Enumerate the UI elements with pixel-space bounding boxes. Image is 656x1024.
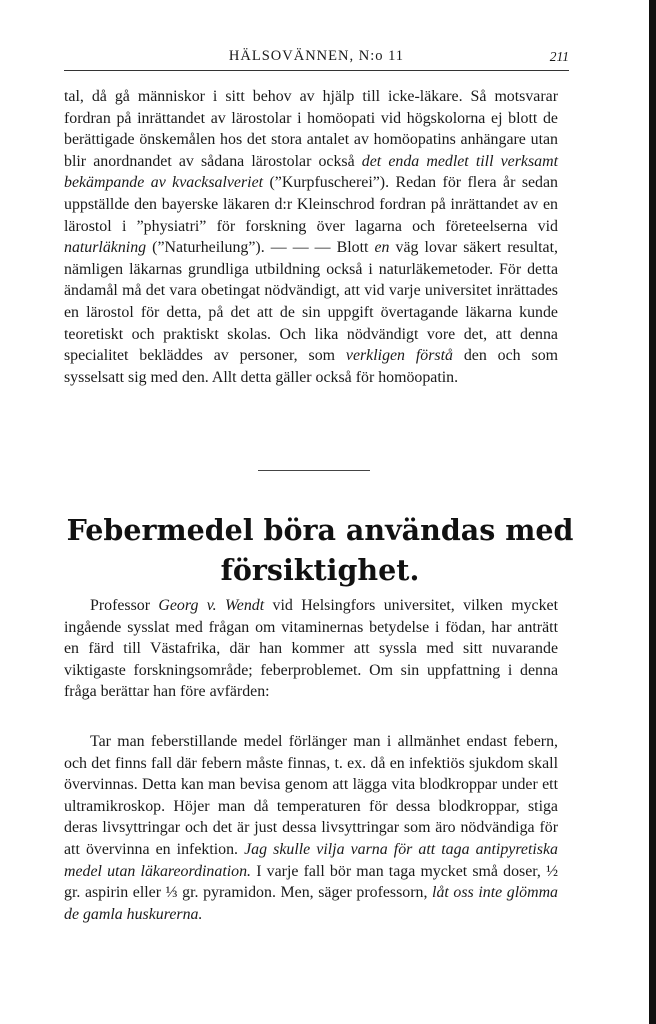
running-header [64, 48, 569, 68]
italic-run: Jag skulle vilja varna för att taga antipyretiska medel utan läkareordination. [64, 840, 558, 880]
italic-run: Georg v. Wendt [158, 597, 265, 614]
journal-title: HÄLSOVÄNNEN, N:o 11 [228, 48, 405, 64]
italic-run: verkligen förstå [345, 347, 453, 365]
header-rule [64, 70, 569, 71]
text-run: tal, då gå människor i sitt behov av hjälp till icke-läkare. Så motsvarar fordran på inrättandet av lärostolar i homöopati vid högskolorna ej blott de berättigade önskemålen hos det stora antalet av homöopatins anhängare utan blir anordnandet av sådana lärostolar också [64, 88, 558, 170]
text-run: Professor [90, 597, 159, 614]
italic-run: naturläkning [64, 239, 147, 257]
article-paragraph-2 [64, 731, 558, 925]
text-run: Tar man feberstillande medel förlänger man i allmänhet endast febern, och det finns fall där febern måste finnas, t. ex. då en infektiös sjukdom skall övervinnas. Detta kan man bevisa genom att lägga vita blodkroppar under ett ultramikroskop. Höjer man då temperaturen för dessa blodkroppar, stiga deras livsyttringar och det är just dessa livsyttringar som äro nödvändiga för att övervinna en infektion. [64, 733, 558, 858]
article-title-line-2: försiktighet. [220, 553, 420, 587]
text-run: I varje fall bör man taga mycket små doser, ½ gr. aspirin eller ⅓ gr. pyramidon. Men, säger professorn, [64, 862, 558, 902]
text-run: vid Helsingfors universitet, vilken mycket ingående sysslat med frågan om vitaminernas betydelse i födan, har anträtt en färd till Västafrika, där han kommer att syssla med sitt nuvarande viktigaste forskningsområde; feberproblemet. Om sin uppfattning i denna fråga berättar han före avfärden: [64, 597, 559, 701]
text-run: (”Naturheilung”). — — — Blott [146, 239, 375, 257]
page-edge-shadow [649, 0, 656, 1024]
continued-paragraph [64, 86, 558, 388]
continued-article-text [64, 86, 558, 388]
italic-run: låt oss inte glömma de gamla huskurerna. [64, 884, 558, 923]
article-title-line-1: Febermedel böra användas med [66, 513, 574, 547]
text-run: den och som sysselsatt sig med den. Allt detta gäller också för homöopatin. [64, 347, 558, 386]
paragraph [64, 595, 558, 703]
text-run: väg lovar säkert resultat, nämligen läkarnas grundliga utbildning också i naturläkemetoder. För detta ändamål må det vara obetingat nödvändigt, att vid varje universitet inrättades en lärostol för detta, på det att de sin uppgift övertagande läkarna kunde teoretiskt och praktiskt skolas. Och lika nödvändigt vore det, att denna specialitet bekläddes av personer, som [64, 239, 559, 365]
page-number: 211 [549, 49, 569, 64]
article-paragraph-1 [64, 595, 558, 703]
paragraph [64, 731, 558, 925]
section-separator [258, 470, 370, 471]
italic-run: det enda medlet till verksamt bekämpande av kvacksalveriet [64, 152, 558, 192]
text-run: (”Kurpfuscherei”). Redan för flera år sedan uppställde den bayerske läkaren d:r Kleinschrod fordran på inrättandet av en lärostol i ”physiatri” för forskning över lagarna och företeelserna vid [64, 174, 558, 235]
italic-run: en [374, 239, 390, 257]
article-title [40, 510, 600, 590]
